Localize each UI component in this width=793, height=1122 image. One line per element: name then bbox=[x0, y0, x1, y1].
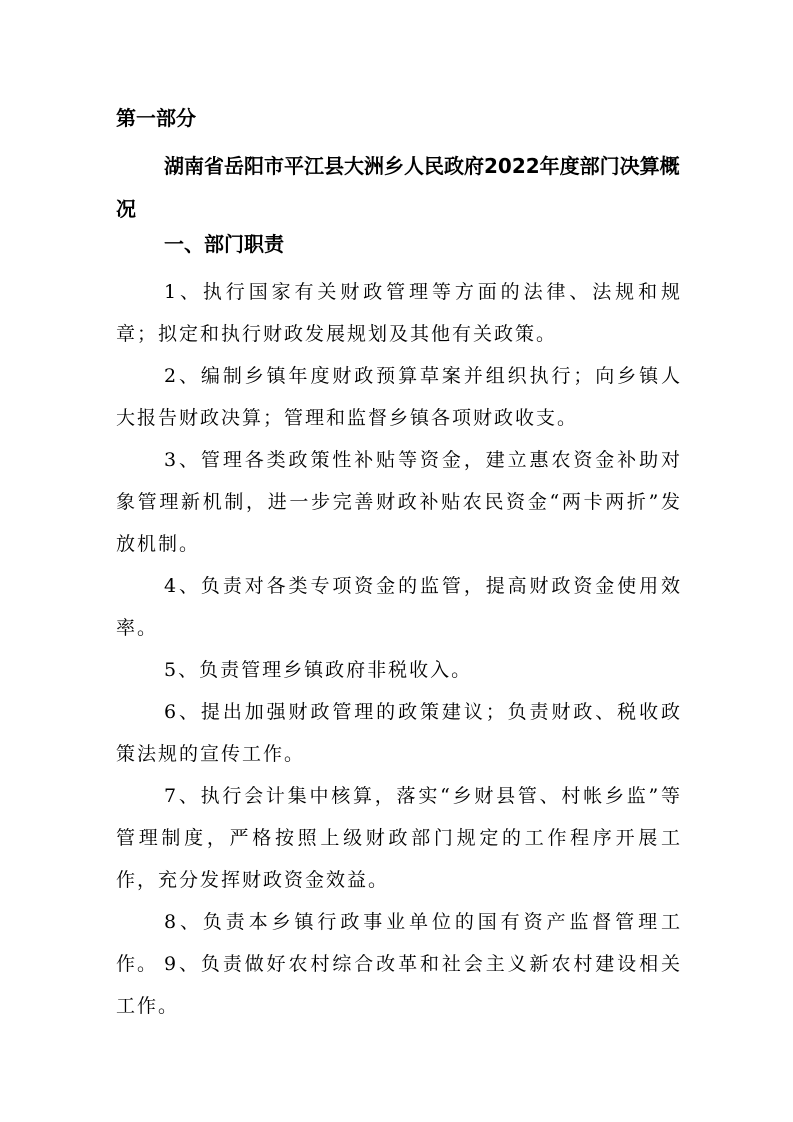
document-title: 湖南省岳阳市平江县大洲乡人民政府2022年度部门决算概况 bbox=[116, 154, 680, 221]
duty-item-3: 3、管理各类政策性补贴等资金，建立惠农资金补助对象管理新机制，进一步完善财政补贴农民资金“两卡两折”发放机制。 bbox=[116, 449, 682, 555]
duty-item-6: 6、提出加强财政管理的政策建议；负责财政、税收政策法规的宣传工作。 bbox=[116, 701, 682, 765]
duty-item-1: 1、执行国家有关财政管理等方面的法律、法规和规章；拟定和执行财政发展规划及其他有关政策。 bbox=[116, 281, 682, 345]
duty-item-4: 4、负责对各类专项资金的监管，提高财政资金使用效率。 bbox=[116, 575, 682, 639]
duty-item-2: 2、编制乡镇年度财政预算草案并组织执行；向乡镇人大报告财政决算；管理和监督乡镇各项财政收支。 bbox=[116, 365, 682, 429]
part-title: 第一部分 bbox=[116, 106, 196, 130]
duty-item-8: 8、负责本乡镇行政事业单位的国有资产监督管理工作。 bbox=[116, 911, 682, 975]
duty-item-7: 7、执行会计集中核算，落实“乡财县管、村帐乡监”等管理制度，严格按照上级财政部门规定的工作程序开展工作，充分发挥财政资金效益。 bbox=[116, 785, 682, 891]
duty-item-9: 9、负责做好农村综合改革和社会主义新农村建设相关工作。 bbox=[116, 953, 682, 1017]
section-heading: 一、部门职责 bbox=[164, 232, 284, 256]
duty-item-5: 5、负责管理乡镇政府非税收入。 bbox=[164, 659, 473, 681]
